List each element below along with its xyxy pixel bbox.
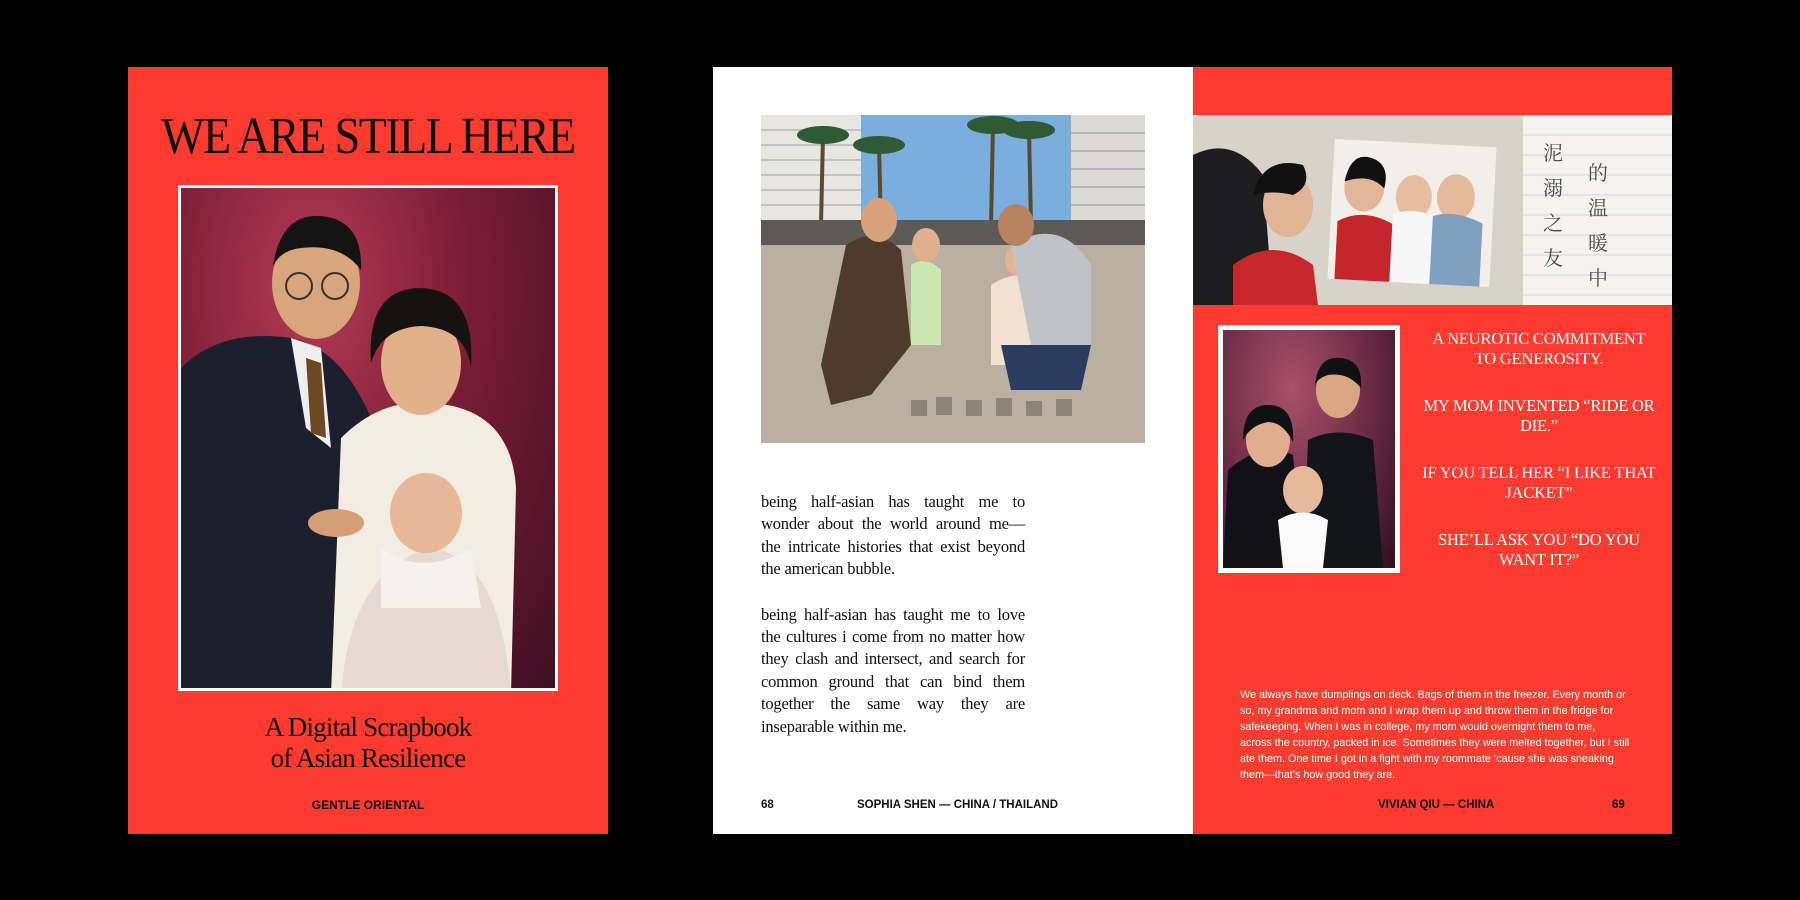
essay-paragraph: being half-asian has taught me to love the cultures i come from no matter how they clash and intersect, and search for common ground that can bind them together the same way they are inseparable within me.	[761, 604, 1025, 736]
cover-family-portrait	[178, 185, 558, 691]
pull-quote: MY MOM INVENTED “RIDE OR DIE.”	[1423, 396, 1655, 435]
pull-quote: A NEUROTIC COMMITMENT TO GENEROSITY.	[1432, 329, 1646, 368]
spread-right-page	[1193, 67, 1672, 834]
page-number: 68	[761, 799, 774, 811]
svg-text:友: 友	[1543, 246, 1563, 270]
contributor-credit: SOPHIA SHEN — CHINA / THAILAND	[857, 799, 1059, 811]
cover-subtitle	[128, 712, 608, 774]
page-number: 69	[1612, 799, 1625, 811]
subtitle-line-1: A Digital Scrapbook	[264, 712, 472, 742]
svg-text:泥: 泥	[1543, 141, 1563, 165]
svg-text:中: 中	[1588, 266, 1608, 290]
essay-text	[761, 491, 1025, 738]
svg-text:温: 温	[1588, 196, 1608, 220]
pull-quote: IF YOU TELL HER “I LIKE THAT JACKET”	[1422, 463, 1656, 502]
pull-quotes	[1421, 329, 1657, 597]
book-cover	[128, 67, 608, 834]
subtitle-line-2: of Asian Resilience	[270, 743, 466, 773]
family-portrait-photo	[1218, 325, 1400, 573]
svg-text:之: 之	[1543, 211, 1563, 235]
beach-family-photo	[761, 115, 1145, 443]
cover-publisher: GENTLE ORIENTAL	[311, 798, 425, 812]
contributor-credit: VIVIAN QIU — CHINA	[1378, 799, 1495, 811]
spread-left-page	[713, 67, 1193, 834]
pull-quote: SHE’LL ASK YOU “DO YOU WANT IT?”	[1438, 530, 1640, 569]
story-text: We always have dumplings on deck. Bags of them in the freezer. Every month or so, my grandma and mom and I wrap them up and throw them in the fridge for safekeeping. When I was in college, my mom would overnight them to me, across the country, packed in ice. Sometimes they were melted together, but I still ate them. One time I got in a fight with my roommate ‘cause she was sneaking them—that’s how good they are.	[1240, 689, 1630, 781]
cover-title: WE ARE STILL HERE	[161, 106, 575, 165]
svg-text:暖: 暖	[1588, 231, 1608, 255]
svg-text:溺: 溺	[1543, 176, 1563, 200]
svg-text:的: 的	[1588, 161, 1608, 185]
essay-paragraph: being half-asian has taught me to wonder about the world around me— the intricate histories that exist beyond the american bubble.	[761, 492, 1025, 579]
archival-photo-collage	[1193, 115, 1672, 305]
